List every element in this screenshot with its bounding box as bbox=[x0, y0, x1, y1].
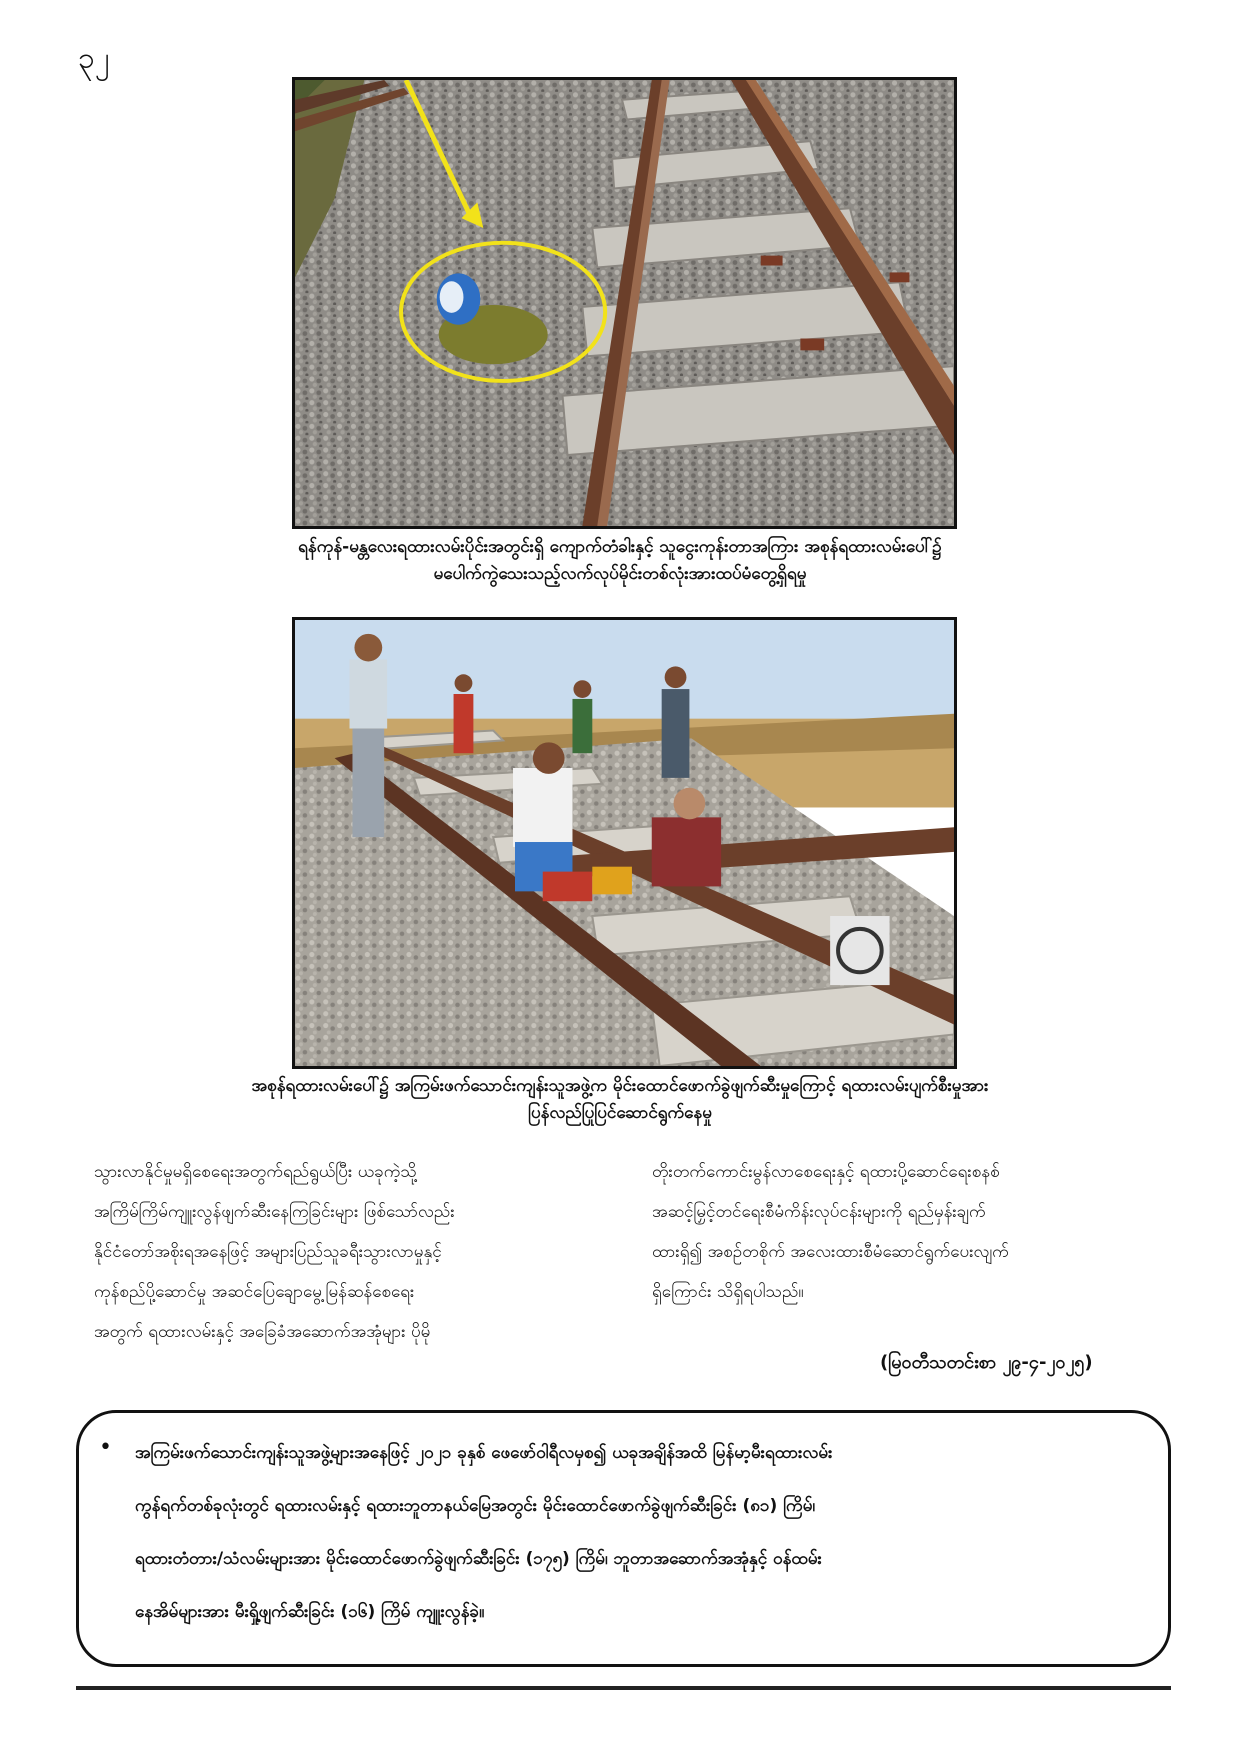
article-line: အတွက် ရထားလမ်းနှင့် အခြေခံအဆောက်အအုံများ ပိုမို bbox=[94, 1322, 431, 1342]
article-line: သွားလာနိုင်မှုမရှိစေရေးအတွက်ရည်ရွယ်ပြီး ယခုကဲ့သို့ bbox=[94, 1162, 417, 1182]
track-mine-illustration bbox=[295, 80, 954, 526]
footer-divider bbox=[76, 1686, 1171, 1690]
article-line: နိုင်ငံတော်အစိုးရအနေဖြင့် အများပြည်သူခရီးသွားလာမှုနှင့် bbox=[94, 1242, 442, 1262]
article-line: အဆင့်မြှင့်တင်ရေးစီမံကိန်းလုပ်ငန်းများကို ရည်မှန်းချက် bbox=[652, 1202, 986, 1222]
summary-note-box bbox=[76, 1410, 1171, 1667]
summary-note-text bbox=[135, 1427, 1145, 1639]
article-line: ကုန်စည်ပို့ဆောင်မှု အဆင်ပြေချောမွေ့မြန်ဆန်စေရေး bbox=[94, 1282, 415, 1302]
caption-line: အစုန်ရထားလမ်းပေါ်၌ အကြမ်းဖက်သောင်းကျန်းသူအဖွဲ့က မိုင်းထောင်ဖောက်ခွဲဖျက်ဆီးမှုကြောင့် ရထားလမ်းပျက်စီးမှုအား bbox=[251, 1076, 989, 1096]
article-line: ရှိကြောင်း သိရှိရပါသည်။ bbox=[652, 1282, 804, 1302]
article-right-column bbox=[652, 1152, 1158, 1312]
note-line: ကွန်ရက်တစ်ခုလုံးတွင် ရထားလမ်းနှင့် ရထားဘူတာနယ်မြေအတွင်း မိုင်းထောင်ဖောက်ခွဲဖျက်ဆီးခြင်း (၈၁) ကြိမ်၊ bbox=[135, 1496, 816, 1516]
photo2-caption bbox=[140, 1073, 1100, 1127]
article-line: တိုးတက်ကောင်းမွန်လာစေရေးနှင့် ရထားပို့ဆောင်ရေးစနစ် bbox=[652, 1162, 1000, 1182]
bullet-icon: • bbox=[99, 1435, 112, 1460]
caption-line: မပေါက်ကွဲသေးသည့်လက်လုပ်မိုင်းတစ်လုံးအားထပ်မံတွေ့ရှိရမှု bbox=[433, 564, 807, 584]
caption-line: ရန်ကုန်-မန္တလေးရထားလမ်းပိုင်းအတွင်းရှိ ကျောက်တံခါးနှင့် သူငွေးကုန်းတာအကြား အစုန်ရထားလမ်းပေါ်၌ bbox=[298, 537, 942, 557]
photo-track-mine bbox=[292, 77, 957, 529]
page-number: ၃၂ bbox=[78, 41, 110, 76]
note-line: နေအိမ်များအား မီးရှို့ဖျက်ဆီးခြင်း (၁၆) ကြိမ် ကျူးလွန်ခဲ့။ bbox=[135, 1602, 485, 1622]
rail-repair-illustration bbox=[295, 620, 954, 1066]
caption-line: ပြန်လည်ပြုပြင်ဆောင်ရွက်နေမှု bbox=[528, 1103, 712, 1123]
photo1-caption bbox=[140, 534, 1100, 588]
article-line: အကြိမ်ကြိမ်ကျူးလွန်ဖျက်ဆီးနေကြခြင်းများ ဖြစ်သော်လည်း bbox=[94, 1202, 455, 1222]
photo-rail-repair bbox=[292, 617, 957, 1069]
article-left-column bbox=[94, 1152, 624, 1352]
source-citation: (မြဝတီသတင်းစာ ၂၉-၄-၂၀၂၅) bbox=[880, 1352, 1093, 1373]
note-line: အကြမ်းဖက်သောင်းကျန်းသူအဖွဲ့များအနေဖြင့် ၂၀၂၁ ခုနှစ် ဖေဖော်ဝါရီလမှစ၍ ယခုအချိန်အထိ မြန်မာ့မီးရထားလမ်း bbox=[135, 1443, 833, 1463]
article-line: ထားရှိ၍ အစဉ်တစိုက် အလေးထားစီမံဆောင်ရွက်ပေးလျက် bbox=[652, 1242, 1009, 1262]
note-line: ရထားတံတား/သံလမ်းများအား မိုင်းထောင်ဖောက်ခွဲဖျက်ဆီးခြင်း (၁၇၅) ကြိမ်၊ ဘူတာအဆောက်အအုံနှင့် ဝန်ထမ်း bbox=[135, 1549, 822, 1569]
